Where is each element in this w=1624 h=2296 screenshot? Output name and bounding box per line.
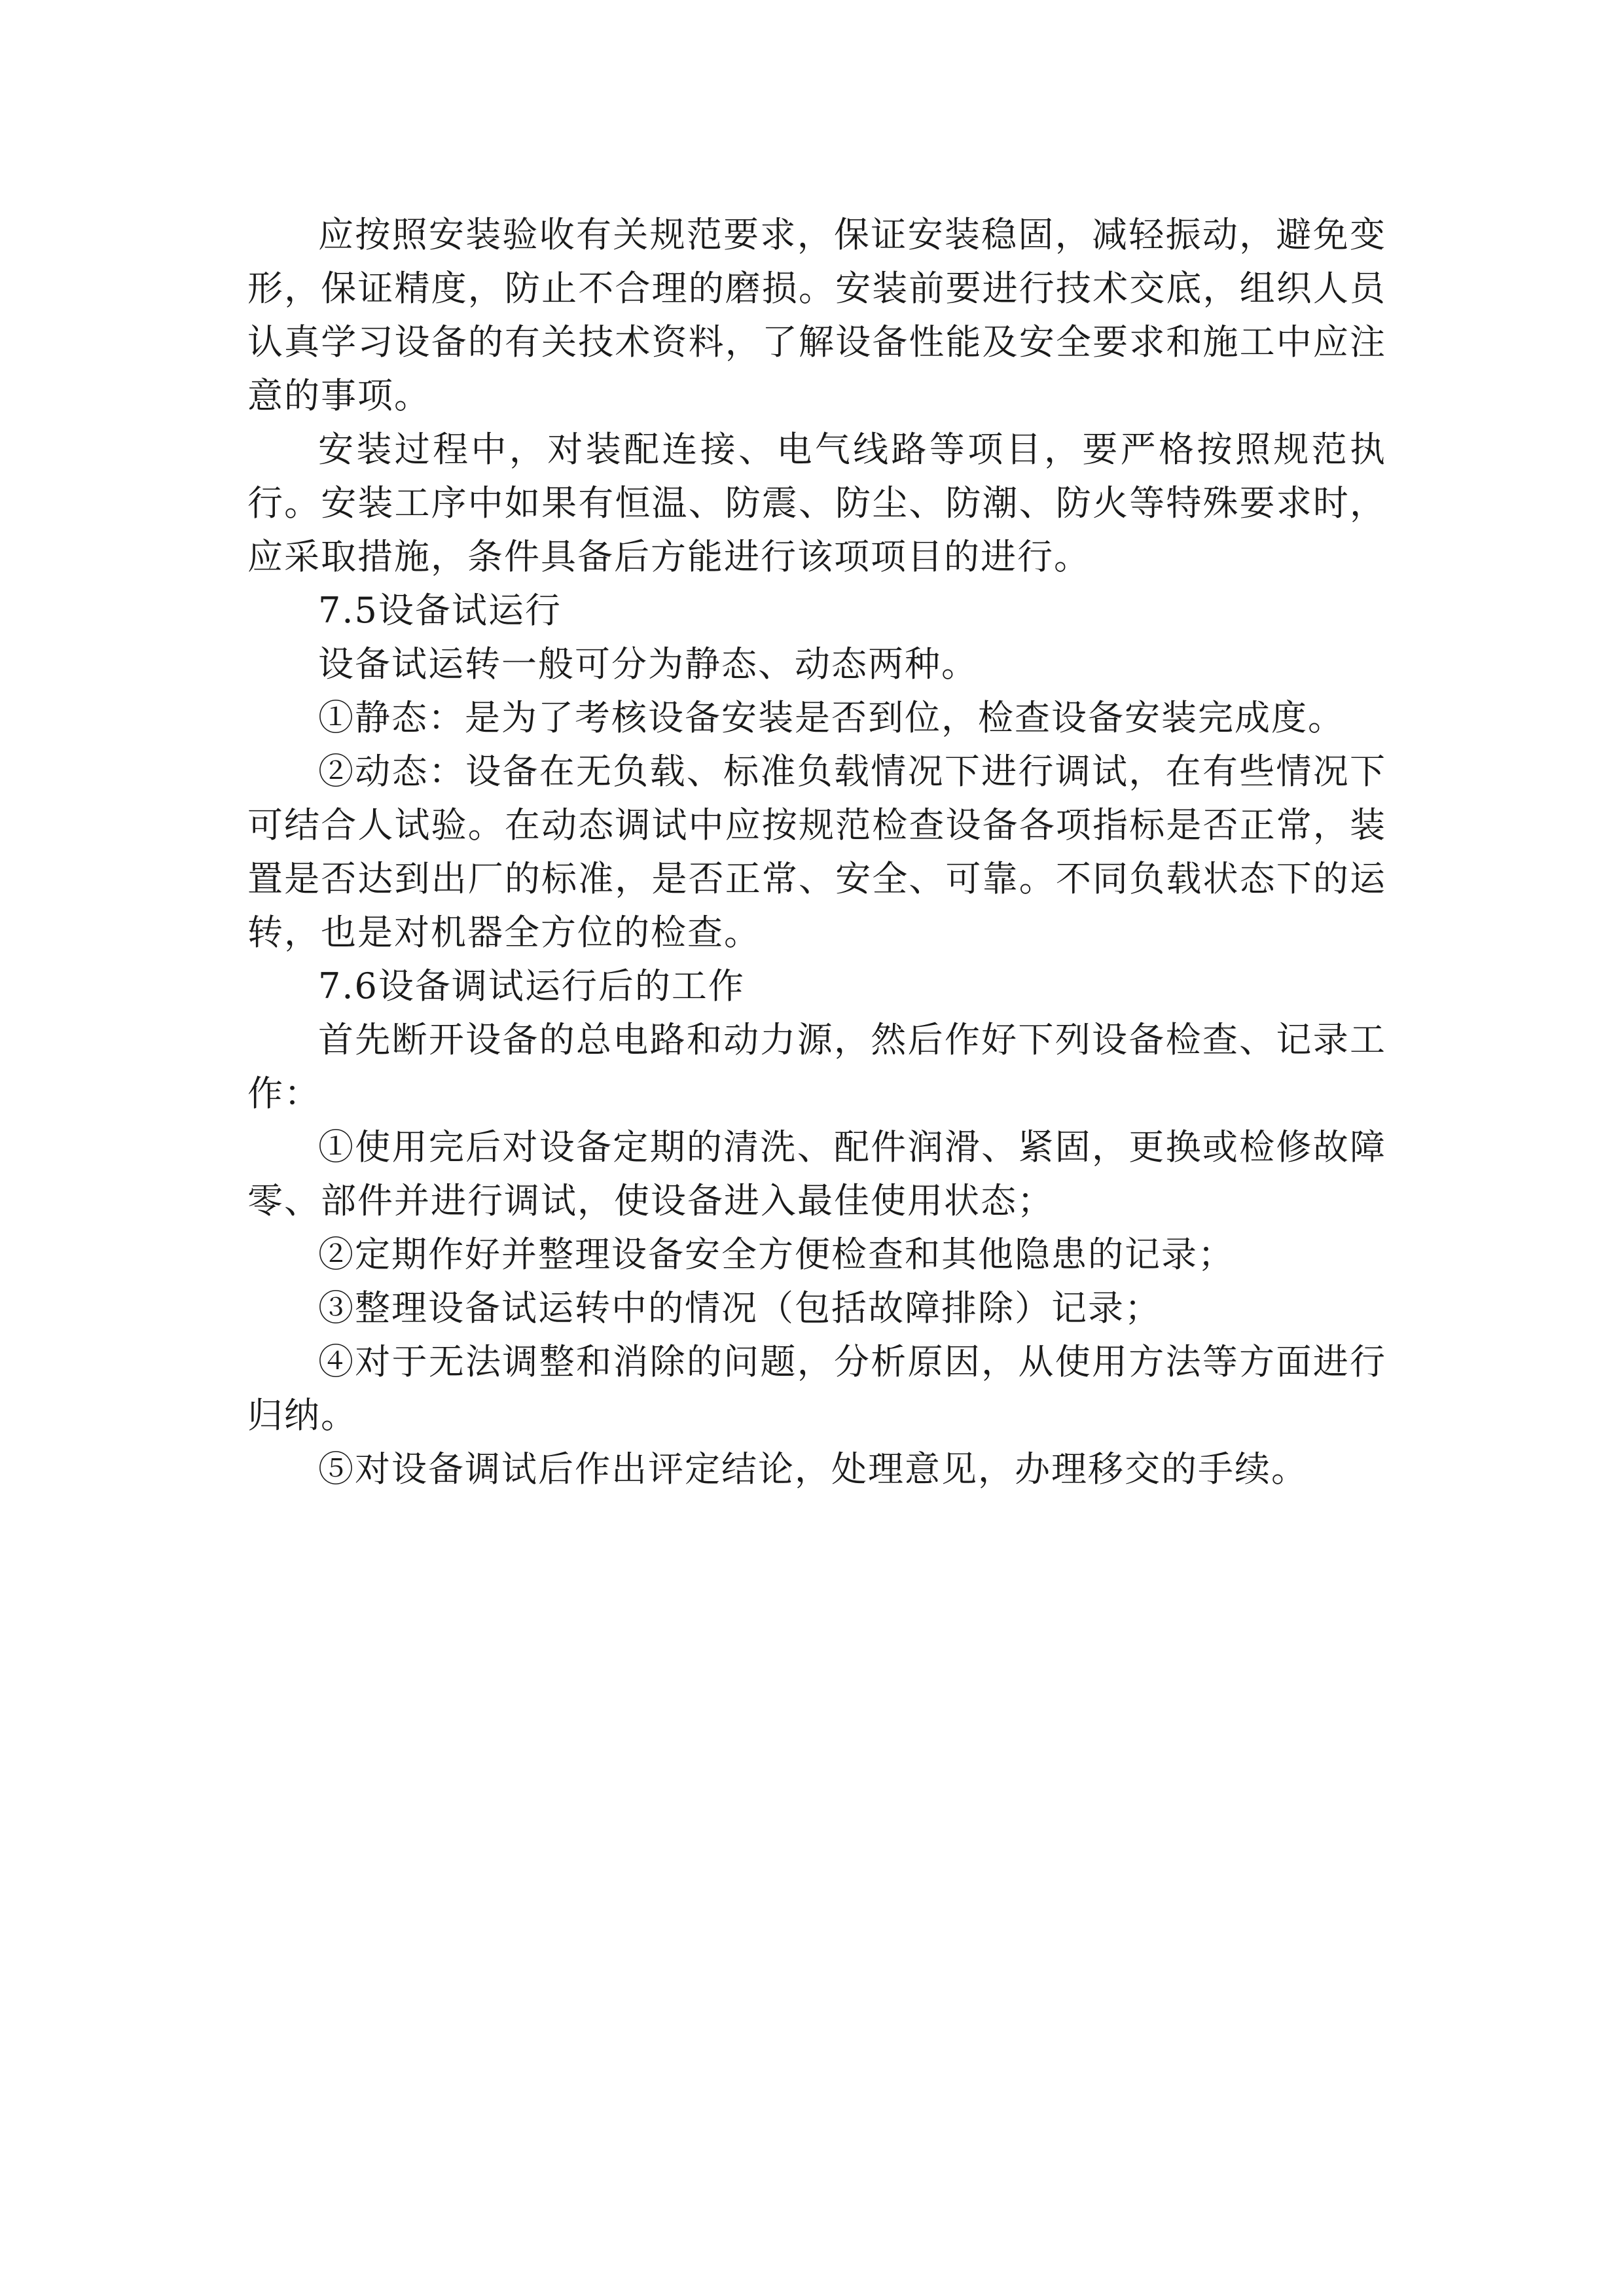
list-item-dynamic: ②动态：设备在无负载、标准负载情况下进行调试，在有些情况下可结合人试验。在动态调试中应按规范检查设备各项指标是否正常，装置是否达到出厂的标准，是否正常、安全、可靠。不同负载状态下的运转，也是对机器全方位的检查。 [247, 751, 1386, 953]
section-heading-7-5: 7.5设备试运行 [318, 590, 562, 631]
section-heading-7-6: 7.6设备调试运行后的工作 [318, 965, 745, 1007]
list-item-4: ④对于无法调整和消除的问题，分析原因，从使用方法等方面进行归纳。 [247, 1341, 1386, 1436]
paragraph-post-trial-intro: 首先断开设备的总电路和动力源，然后作好下列设备检查、记录工作： [247, 1019, 1386, 1114]
paragraph-installation-process: 安装过程中，对装配连接、电气线路等项目，要严格按照规范执行。安装工序中如果有恒温、防震、防尘、防潮、防火等特殊要求时，应采取措施，条件具备后方能进行该项项目的进行。 [247, 429, 1386, 577]
paragraph-installation-requirements: 应按照安装验收有关规范要求，保证安装稳固，减轻振动，避免变形，保证精度，防止不合理的磨损。安装前要进行技术交底，组织人员认真学习设备的有关技术资料，了解设备性能及安全要求和施工中应注意的事项。 [247, 214, 1386, 416]
list-item-1: ①使用完后对设备定期的清洗、配件润滑、紧固，更换或检修故障零、部件并进行调试，使设备进入最佳使用状态； [247, 1126, 1386, 1221]
list-item-static: ①静态：是为了考核设备安装是否到位，检查设备安装完成度。 [318, 697, 1344, 738]
paragraph-trial-run-types: 设备试运转一般可分为静态、动态两种。 [318, 643, 978, 685]
list-item-3: ③整理设备试运转中的情况（包括故障排除）记录； [318, 1287, 1161, 1329]
document-body [247, 208, 1386, 1496]
list-item-5: ⑤对设备调试后作出评定结论，处理意见，办理移交的手续。 [318, 1448, 1308, 1490]
list-item-2: ②定期作好并整理设备安全方便检查和其他隐患的记录； [318, 1234, 1235, 1275]
